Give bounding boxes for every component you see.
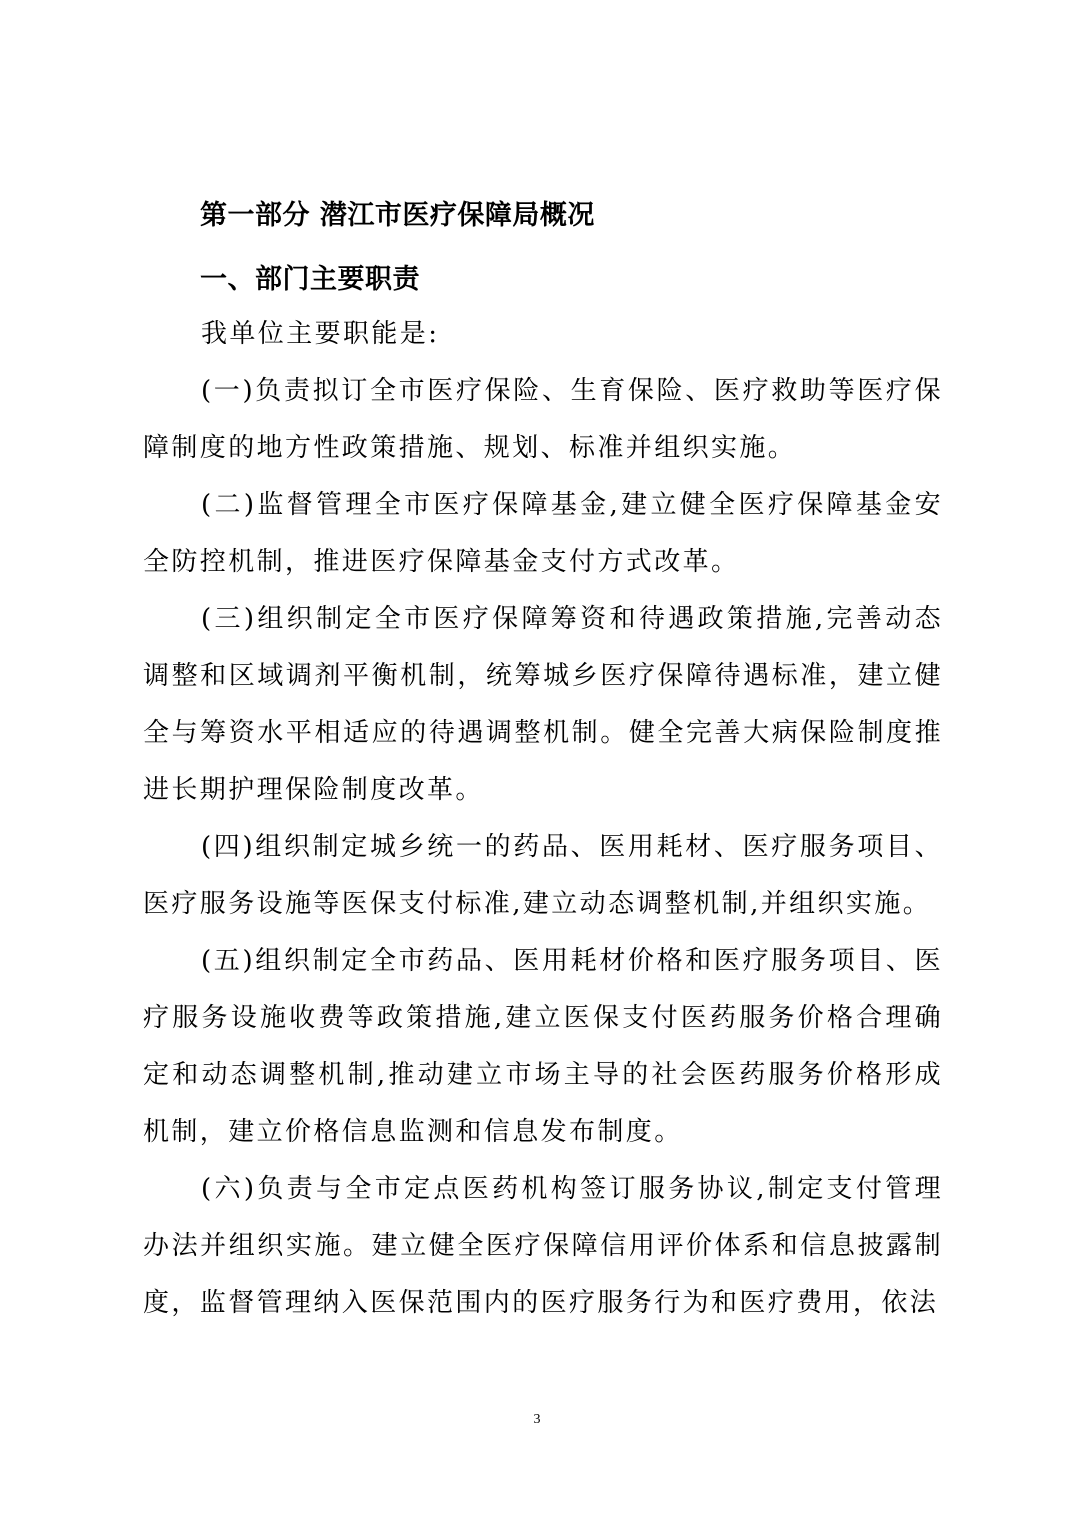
paragraph-duty-4: (四)组织制定城乡统一的药品、医用耗材、医疗服务项目、医疗服务设施等医保支付标准,建立动态调整机制,并组织实施。 [143, 832, 943, 919]
body-text [143, 306, 943, 1332]
paragraph-intro: 我单位主要职能是: [201, 319, 440, 349]
paragraph-duty-2: (二)监督管理全市医疗保障基金,建立健全医疗保障基金安全防控机制，推进医疗保障基金支付方式改革。 [143, 490, 943, 577]
section-heading: 一、部门主要职责 [200, 264, 420, 295]
paragraph-duty-5: (五)组织制定全市药品、医用耗材价格和医疗服务项目、医疗服务设施收费等政策措施,建立医保支付医药服务价格合理确定和动态调整机制,推动建立市场主导的社会医药服务价格形成机制，建立价格信息监测和信息发布制度。 [143, 946, 943, 1147]
part-title: 第一部分 潜江市医疗保障局概况 [200, 200, 595, 231]
paragraph-duty-6: (六)负责与全市定点医药机构签订服务协议,制定支付管理办法并组织实施。建立健全医疗保障信用评价体系和信息披露制度，监督管理纳入医保范围内的医疗服务行为和医疗费用，依法 [143, 1174, 943, 1318]
paragraph-duty-1: (一)负责拟订全市医疗保险、生育保险、医疗救助等医疗保障制度的地方性政策措施、规划、标准并组织实施。 [143, 376, 943, 463]
page-number: 3 [533, 1412, 541, 1427]
paragraph-duty-3: (三)组织制定全市医疗保障筹资和待遇政策措施,完善动态调整和区域调剂平衡机制，统筹城乡医疗保障待遇标准，建立健全与筹资水平相适应的待遇调整机制。健全完善大病保险制度推进长期护理保险制度改革。 [143, 604, 943, 805]
